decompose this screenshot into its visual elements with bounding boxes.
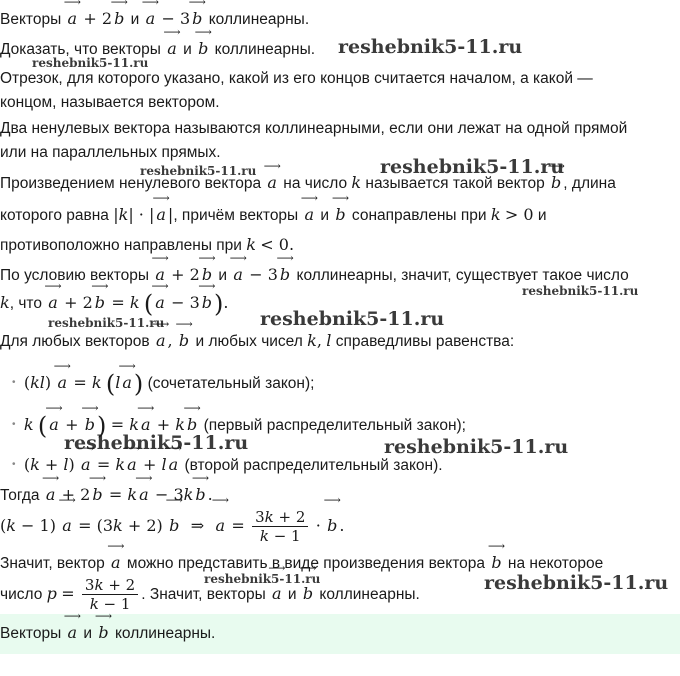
conclusion-line1: Значит, вектор ⟶ a можно представить в виде произведения вектора ⟶ b на некоторое	[0, 552, 603, 575]
watermark: reshebnik5-11.ru	[260, 308, 445, 330]
conclusion-line2: число p = $\frac{3k + 2}{k - 1}$ . Значит, векторы ⟶ a и ⟶ b коллинеарны.	[0, 574, 420, 614]
bullet-icon: •	[12, 459, 16, 470]
laws-intro: Для любых векторов ⟶ a , ⟶ b и любых чисел k, l справедливы равенства:	[0, 330, 514, 353]
condition-line1: По условию векторы ⟶ a + 2⟶ b и ⟶ a − 3⟶ b коллинеарны, значит, существует такое число	[0, 264, 629, 287]
answer-line: Векторы ⟶ a и ⟶ b коллинеарны.	[0, 622, 215, 645]
watermark: reshebnik5-11.ru	[338, 36, 523, 58]
def-product-line1: Произведением ненулевого вектора ⟶ a на число k называется такой вектор ⟶ b , длина	[0, 172, 616, 195]
prove-line: Доказать, что векторы ⟶ a и ⟶ b коллинеарны.	[0, 38, 315, 61]
watermark: reshebnik5-11.ru	[32, 56, 149, 70]
def-collinear-line2: или на параллельных прямых.	[0, 144, 221, 161]
watermark: reshebnik5-11.ru	[140, 164, 257, 178]
given-line: Векторы ⟶ a + 2⟶ b и ⟶ a − 3⟶ b коллинеарны.	[0, 8, 309, 31]
watermark: reshebnik5-11.ru	[484, 572, 669, 594]
law-associative: • (kl) ⟶ a = k (l⟶ a) (сочетательный закон);	[12, 372, 314, 395]
watermark: reshebnik5-11.ru	[64, 432, 249, 454]
def-vector-line2: концом, называется вектором.	[0, 94, 220, 111]
watermark: reshebnik5-11.ru	[522, 284, 639, 298]
law-distributive-1: • k (⟶ a + ⟶ b) = k⟶ a + k⟶ b (первый распределительный закон);	[12, 414, 466, 437]
law-distributive-2: • (k + l) ⟶ a = k⟶ a + l⟶ a (второй распределительный закон).	[12, 454, 443, 477]
watermark: reshebnik5-11.ru	[380, 156, 565, 178]
def-vector-line1: Отрезок, для которого указано, какой из его концов считается началом, а какой —	[0, 70, 593, 87]
def-product-line3: противоположно направлены при k < 0.	[0, 235, 295, 254]
equation-line: (k − 1) ⟶ a = (3k + 2) ⟶ b ⇒ ⟶ a = $\frac{3k + 2}{k - 1}$ · ⟶ b .	[0, 506, 344, 546]
watermark: reshebnik5-11.ru	[204, 572, 321, 586]
def-product-line2: которого равна |k| · |⟶ a |, причём векторы ⟶ a и ⟶ b сонаправлены при k > 0 и	[0, 204, 547, 227]
condition-line2: k, что ⟶ a + 2⟶ b = k (⟶ a − 3⟶ b).	[0, 292, 228, 315]
then-line: Тогда ⟶ a + 2⟶ b = k⟶ a − 3k⟶ b .	[0, 484, 213, 507]
watermark: reshebnik5-11.ru	[48, 316, 165, 330]
bullet-icon: •	[12, 419, 16, 430]
watermark: reshebnik5-11.ru	[384, 436, 569, 458]
def-collinear-line1: Два ненулевых вектора называются коллинеарными, если они лежат на одной прямой	[0, 120, 628, 137]
bullet-icon: •	[12, 377, 16, 388]
